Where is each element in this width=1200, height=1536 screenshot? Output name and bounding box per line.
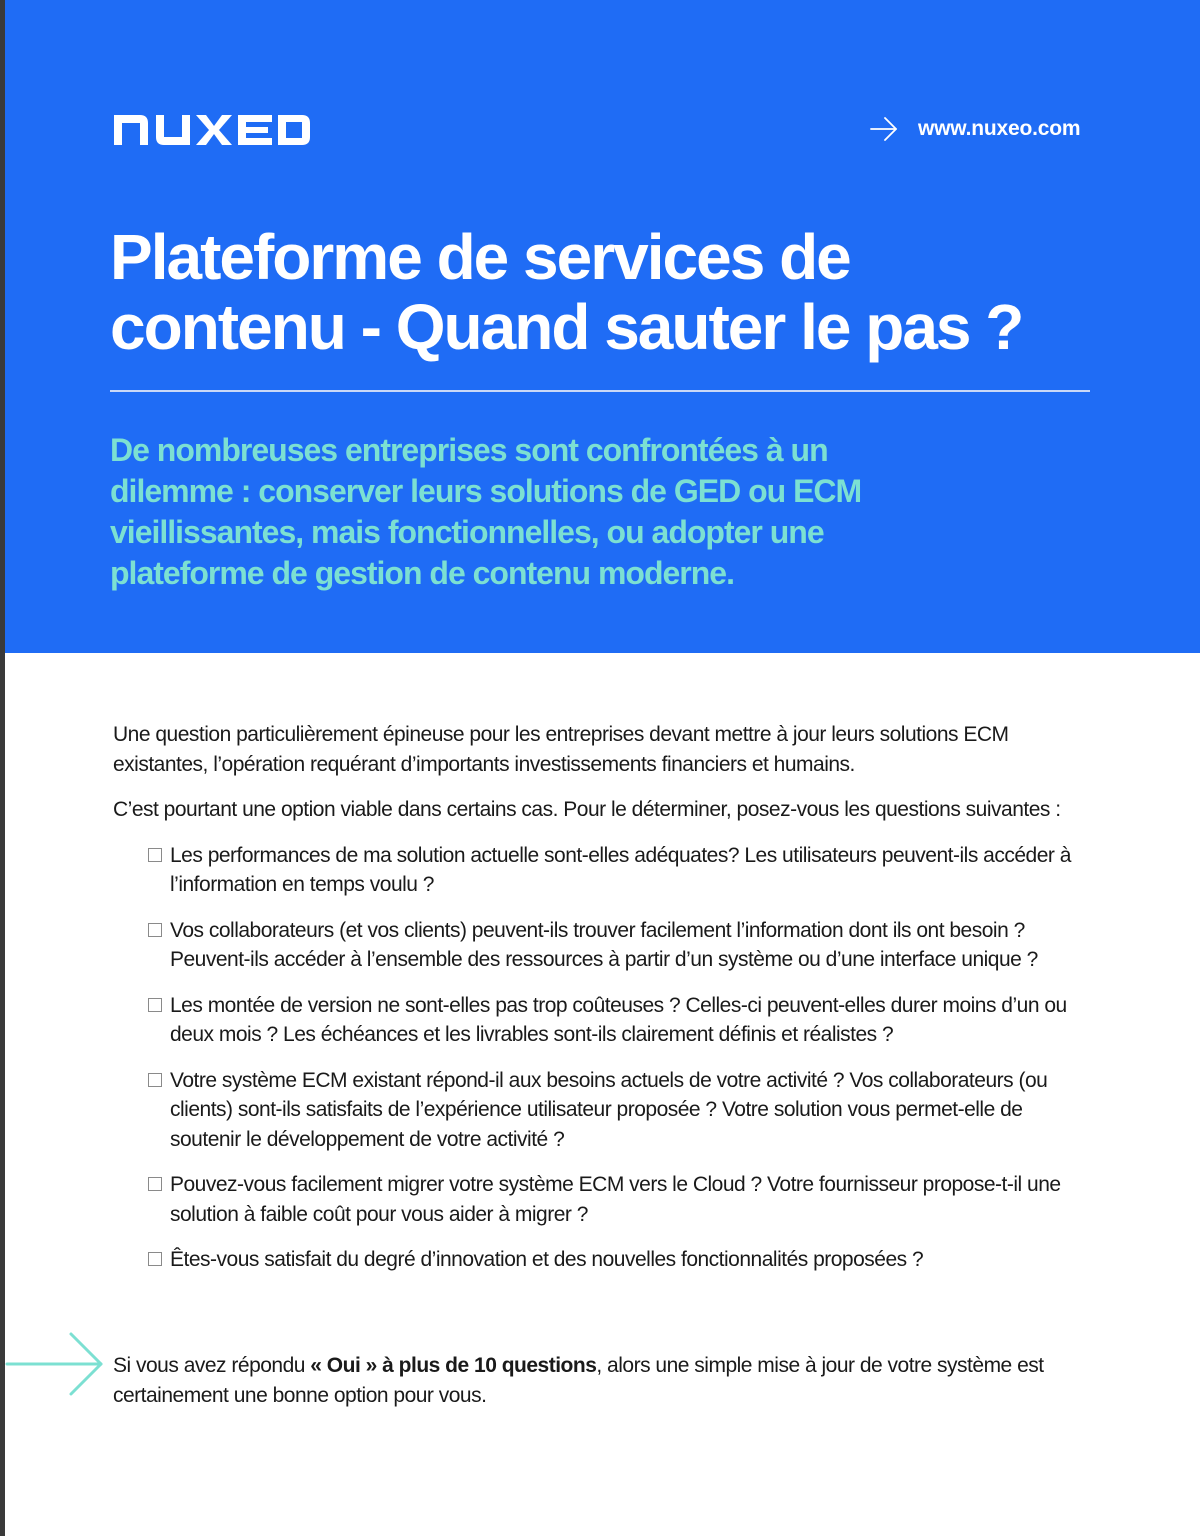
main-content — [113, 720, 1088, 1291]
checkbox[interactable] — [148, 923, 162, 937]
arrow-right-icon — [5, 1330, 105, 1400]
question-text: Les performances de ma solution actuelle sont-elles adéquates? Les utilisateurs peuvent-ils accéder à l’information en temps voulu ? — [170, 843, 1071, 896]
checkbox[interactable] — [148, 848, 162, 862]
checklist-item — [113, 841, 1088, 900]
arrow-right-icon — [868, 115, 900, 143]
checklist-item — [113, 916, 1088, 975]
checkbox[interactable] — [148, 1073, 162, 1087]
conclusion-emphasis: « Oui » à plus de 10 questions — [310, 1354, 597, 1377]
checklist-item — [113, 991, 1088, 1050]
question-text: Les montée de version ne sont-elles pas trop coûteuses ? Celles-ci peuvent-elles durer moins d’un ou deux mois ? Les échéances et les livrables sont-ils clairement définis et réalistes ? — [170, 993, 1067, 1046]
conclusion-paragraph — [113, 1351, 1088, 1410]
lead-paragraph: C’est pourtant une option viable dans certains cas. Pour le déterminer, posez-vous les questions suivantes : — [113, 798, 1061, 821]
checklist-item — [113, 1066, 1088, 1155]
conclusion-suffix: , alors une simple mise à jour de votre système est certainement une bonne option pour vous. — [113, 1354, 1044, 1407]
page-subtitle: De nombreuses entreprises sont confrontées à un dilemme : conserver leurs solutions de GED ou ECM vieillissantes, mais fonctionnelles, ou adopter une plateforme de gestion de contenu moderne. — [110, 432, 862, 591]
nuxeo-logo — [110, 105, 310, 151]
title-divider — [110, 390, 1090, 392]
intro-paragraph: Une question particulièrement épineuse pour les entreprises devant mettre à jour leurs solutions ECM existantes, l’opération requérant d’importants investissements financiers et humains. — [113, 723, 1009, 776]
website-url: www.nuxeo.com — [918, 117, 1081, 140]
checklist-item — [113, 1245, 1088, 1275]
question-text: Vos collaborateurs (et vos clients) peuvent-ils trouver facilement l’information dont ils ont besoin ? Peuvent-ils accéder à l’ensemble des ressources à partir d’un système ou d’une interface unique ? — [170, 918, 1038, 971]
page-title-line-2: contenu - Quand sauter le pas ? — [110, 291, 1023, 363]
question-text: Êtes-vous satisfait du degré d’innovation et des nouvelles fonctionnalités proposées ? — [170, 1248, 924, 1271]
page-title-line-1: Plateforme de services de — [110, 221, 850, 293]
website-link[interactable] — [868, 112, 1080, 146]
checkbox[interactable] — [148, 1177, 162, 1191]
checkbox[interactable] — [148, 1252, 162, 1266]
checkbox[interactable] — [148, 998, 162, 1012]
checklist-item — [113, 1170, 1088, 1229]
question-text: Pouvez-vous facilement migrer votre système ECM vers le Cloud ? Votre fournisseur propose-t-il une solution à faible coût pour vous aider à migrer ? — [170, 1173, 1061, 1226]
conclusion-prefix: Si vous avez répondu — [113, 1354, 311, 1377]
question-checklist — [113, 841, 1088, 1275]
question-text: Votre système ECM existant répond-il aux besoins actuels de votre activité ? Vos collaborateurs (ou clients) sont-ils satisfaits de l’expérience utilisateur proposée ? Votre solution vous permet-elle de soutenir le développement de votre activité ? — [170, 1068, 1048, 1151]
page-title — [110, 222, 1100, 362]
